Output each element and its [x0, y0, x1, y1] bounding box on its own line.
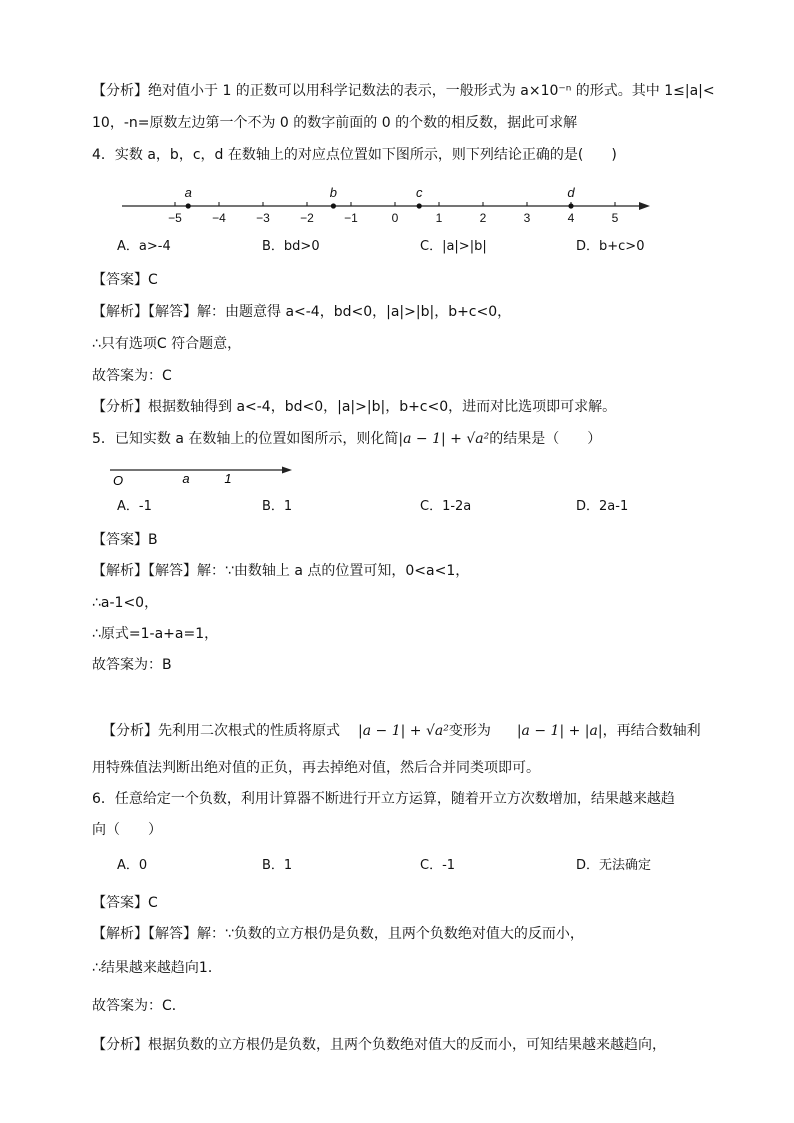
- q4-solution-line3: 故答案为：C: [92, 368, 172, 384]
- q5-solution-line1: 【解析】【解答】解：∵由数轴上 a 点的位置可知，0<a<1，: [92, 563, 470, 579]
- q6-analysis: 【分析】根据负数的立方根仍是负数，且两个负数绝对值大的反而小，可知结果越来越趋向，: [92, 1037, 666, 1053]
- q5-answer: 【答案】B: [92, 532, 158, 548]
- q5-analysis-expression2: |a − 1| + |a|: [516, 723, 603, 739]
- q6-stem-line1: 6．任意给定一个负数，利用计算器不断进行开立方运算，随着开立方次数增加，结果越来越趋: [92, 791, 675, 807]
- q5-option-d: D．2a-1: [576, 499, 629, 514]
- q6-option-c: C．-1: [420, 858, 456, 873]
- q4-tick-label: 5: [611, 211, 619, 224]
- q4-point-label-b: b: [329, 185, 338, 200]
- q4-number-line: [110, 180, 670, 224]
- q5-number-line: [108, 462, 298, 488]
- q4-tick-label: −4: [212, 211, 226, 224]
- prev-analysis-line2: 10，-n=原数左边第一个不为 0 的数字前面的 0 的个数的相反数，据此可求解: [92, 115, 578, 131]
- q5-stem: [92, 429, 601, 449]
- q4-tick-label: −2: [300, 211, 314, 224]
- q4-point-c: [417, 203, 422, 208]
- q4-point-label-d: d: [567, 185, 575, 200]
- q4-point-label-c: c: [415, 185, 423, 200]
- q4-option-c: C．|a|>|b|: [420, 239, 487, 254]
- q5-solution-line3: ∴原式=1-a+a=1，: [92, 626, 219, 642]
- q6-stem-line2: 向（ ）: [92, 822, 162, 838]
- q4-tick-label: 2: [479, 211, 487, 224]
- q4-analysis: 【分析】根据数轴得到 a<-4，bd<0，|a|>|b|，b+c<0，进而对比选项即可求解。: [92, 399, 617, 415]
- q4-option-a: A．a>-4: [117, 239, 171, 254]
- q4-tick-label: 0: [391, 211, 399, 224]
- q5-label-o: O: [112, 473, 124, 488]
- q5-analysis-line2: 用特殊值法判断出绝对值的正负，再去掉绝对值，然后合并同类项即可。: [92, 760, 540, 776]
- q4-solution-line1: 【解析】【解答】解：由题意得 a<-4，bd<0，|a|>|b|，b+c<0，: [92, 304, 512, 320]
- q6-solution-line2: ∴结果越来越趋向1．: [92, 960, 222, 976]
- q4-tick-label: −5: [168, 211, 182, 224]
- q4-option-b: B．bd>0: [262, 239, 320, 254]
- q4-stem: 4．实数 a，b，c，d 在数轴上的对应点位置如下图所示，则下列结论正确的是( ): [92, 147, 617, 163]
- q4-solution-line2: ∴只有选项C 符合题意，: [92, 336, 242, 352]
- q4-answer: 【答案】C: [92, 272, 158, 288]
- q4-point-d: [568, 203, 573, 208]
- q5-option-c: C．1-2a: [420, 499, 472, 514]
- q4-tick-label: 4: [567, 211, 575, 224]
- q5-stem-suffix: 的结果是（ ）: [489, 431, 602, 447]
- q5-analysis-mid: 变形为: [448, 723, 491, 739]
- q6-option-d: D．无法确定: [576, 858, 652, 873]
- q4-option-d: D．b+c>0: [576, 239, 645, 254]
- q5-analysis-prefix: 【分析】先利用二次根式的性质将原式: [102, 723, 340, 739]
- q5-stem-expression: |a − 1| + √a²: [398, 431, 490, 447]
- q5-option-b: B．1: [262, 499, 293, 514]
- q4-axis-arrow: [639, 202, 650, 210]
- q6-option-b: B．1: [262, 858, 293, 873]
- q5-analysis-suffix: ，再结合数轴利: [602, 723, 701, 739]
- q4-tick-label: −3: [256, 211, 270, 224]
- q5-solution-line4: 故答案为：B: [92, 657, 172, 673]
- q5-stem-prefix: 5．已知实数 a 在数轴上的位置如图所示，则化简: [92, 431, 399, 447]
- q5-analysis-expression1: |a − 1| + √a²: [358, 723, 449, 739]
- q6-answer: 【答案】C: [92, 895, 158, 911]
- q4-tick-label: 3: [523, 211, 531, 224]
- q5-solution-line2: ∴a-1<0，: [92, 595, 159, 611]
- q4-point-b: [331, 203, 336, 208]
- q4-point-label-a: a: [184, 185, 192, 200]
- q5-option-a: A．-1: [117, 499, 152, 514]
- q6-solution-line1: 【解析】【解答】解：∵负数的立方根仍是负数，且两个负数绝对值大的反而小，: [92, 926, 584, 942]
- q5-analysis-line1: [102, 721, 701, 741]
- q5-label-a: a: [182, 471, 190, 486]
- q4-tick-label: 1: [435, 211, 443, 224]
- q4-point-a: [186, 203, 191, 208]
- q6-option-a: A．0: [117, 858, 148, 873]
- q4-tick-label: −1: [344, 211, 358, 224]
- prev-analysis-line1: 【分析】绝对值小于 1 的正数可以用科学记数法的表示，一般形式为 a×10⁻ⁿ 的形式。其中 1≤|a|<: [92, 83, 715, 99]
- q6-solution-line3: 故答案为：C．: [92, 998, 186, 1014]
- q5-label-1: 1: [224, 471, 232, 486]
